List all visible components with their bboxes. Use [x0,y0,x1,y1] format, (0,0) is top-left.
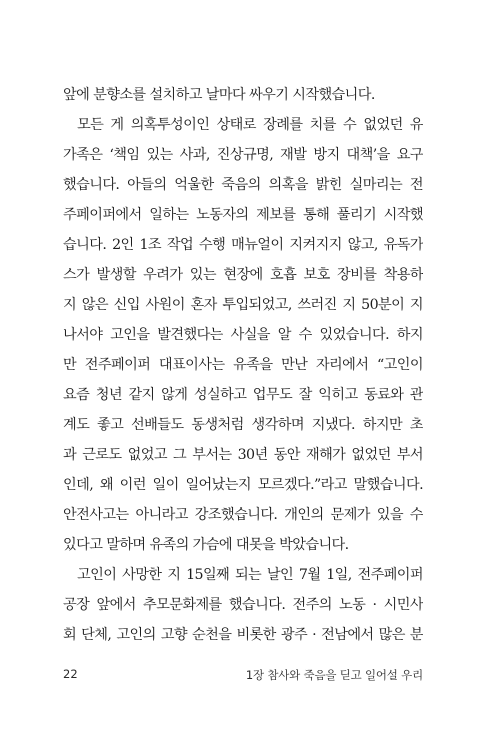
text-line: 회 단체, 고인의 고향 순천을 비롯한 광주 · 전남에서 많은 분 [63,627,423,643]
text-line: 요즘 청년 같지 않게 성실하고 업무도 잘 익히고 동료와 관 [63,387,423,403]
text-line: 안전사고는 아니라고 강조했습니다. 개인의 문제가 있을 수 [63,507,423,523]
text-line: 과 근로도 없었고 그 부서는 30년 동안 재해가 없었던 부서 [63,447,423,463]
page-number: 22 [63,667,78,681]
text-line: 습니다. 2인 1조 작업 수행 매뉴얼이 지켜지지 않고, 유독가 [63,237,423,253]
text-line: 고인이 사망한 지 15일째 되는 날인 7월 1일, 전주페이퍼 [77,567,423,583]
running-title: 1장 참사와 죽음을 딛고 일어설 우리 [245,668,423,682]
text-line: 만 전주페이퍼 대표이사는 유족을 만난 자리에서 “고인이 [63,357,423,373]
text-line: 나서야 고인을 발견했다는 사실을 알 수 있었습니다. 하지 [63,327,423,343]
text-line: 공장 앞에서 추모문화제를 했습니다. 전주의 노동 · 시민사 [63,597,423,613]
text-line: 가족은 ‘책임 있는 사과, 진상규명, 재발 방지 대책’을 요구 [63,147,423,163]
text-line: 했습니다. 아들의 억울한 죽음의 의혹을 밝힌 실마리는 전 [63,177,423,193]
text-line: 앞에 분향소를 설치하고 날마다 싸우기 시작했습니다. [63,87,375,103]
text-line: 스가 발생할 우려가 있는 현장에 호흡 보호 장비를 착용하 [63,267,423,283]
text-line: 지 않은 신입 사원이 혼자 투입되었고, 쓰러진 지 50분이 지 [63,297,423,313]
text-line: 주페이퍼에서 일하는 노동자의 제보를 통해 풀리기 시작했 [63,207,423,223]
text-line: 계도 좋고 선배들도 동생처럼 생각하며 지냈다. 하지만 초 [63,417,423,433]
page-footer [63,667,423,687]
body-text [63,80,423,650]
text-line: 인데, 왜 이런 일이 일어났는지 모르겠다.”라고 말했습니다. [63,477,423,493]
text-line: 있다고 말하며 유족의 가슴에 대못을 박았습니다. [63,537,349,553]
text-line: 모든 게 의혹투성이인 상태로 장례를 치를 수 없었던 유 [77,117,423,133]
